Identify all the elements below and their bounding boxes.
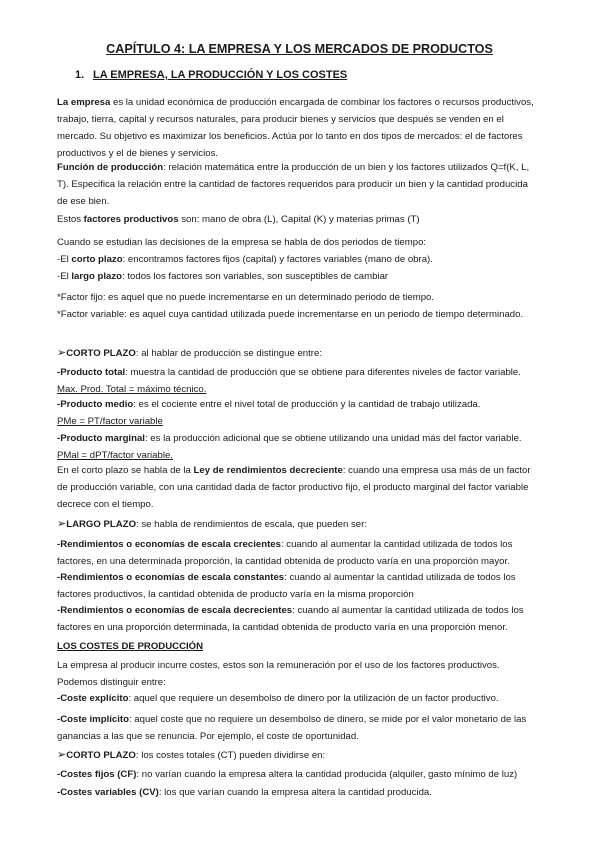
term: CORTO PLAZO — [66, 750, 136, 761]
arrow-icon: ➢ — [57, 749, 67, 761]
text: -El — [57, 271, 72, 282]
paragraph-rendimientos-constantes — [57, 569, 537, 603]
text: : al hablar de producción se distingue entre: — [135, 348, 323, 359]
term: Función de producción — [57, 162, 164, 173]
paragraph-producto-medio — [57, 396, 537, 430]
text: : cuando al aumentar la cantidad utilizada de todos los factores, en una determinada proporción, la cantidad obtenida de producto varía en una proporción mayor. — [57, 539, 513, 567]
term: largo plazo — [71, 271, 123, 282]
text: : es la producción adicional que se obtiene utilizando una unidad más del factor variable. — [144, 433, 522, 444]
text: : cuando al aumentar la cantidad utilizada de todos los factores productivos, la cantidad obtenida de producto varía en la misma proporción — [57, 572, 516, 600]
section-heading — [75, 69, 347, 81]
term: CORTO PLAZO — [66, 348, 136, 359]
text: : encontramos factores fijos (capital) y factores variables (mano de obra). — [122, 254, 433, 265]
term: LARGO PLAZO — [66, 519, 137, 530]
paragraph-coste-explicito — [57, 690, 537, 707]
paragraph-periodos — [57, 234, 537, 285]
term: -Coste implícito — [57, 714, 129, 725]
text: -El — [57, 254, 72, 265]
paragraph-rendimientos-decrecientes — [57, 602, 537, 636]
chapter-title: CAPÍTULO 4: LA EMPRESA Y LOS MERCADOS DE PRODUCTOS — [106, 42, 493, 56]
corto-plazo-heading — [57, 345, 537, 362]
term: -Rendimientos o economías de escala decrecientes — [57, 605, 293, 616]
text: : no varían cuando la empresa altera la cantidad producida (alquiler, gasto mínimo de luz) — [136, 769, 518, 780]
paragraph-producto-total — [57, 364, 537, 398]
term: -Rendimientos o economías de escala crecientes — [57, 539, 281, 550]
text: : cuando una empresa usa más de un factor de producción variable, con una cantidad dada de factor productivo fijo, el producto marginal del factor variable decrece con el tiempo. — [57, 465, 531, 510]
term: -Rendimientos o economías de escala constantes — [57, 572, 285, 583]
text: : se habla de rendimientos de escala, que pueden ser: — [136, 519, 367, 530]
formula: Max. Prod. Total = máximo técnico. — [57, 384, 207, 395]
paragraph-costes-variables — [57, 784, 537, 801]
term: -Producto medio — [57, 399, 134, 410]
nota-factor-variable: *Factor variable: es aquel cuya cantidad utilizada puede incrementarse en un periodo de tiempo determinado. — [57, 309, 524, 320]
paragraph-producto-marginal — [57, 430, 537, 464]
costes-heading: LOS COSTES DE PRODUCCIÓN — [57, 641, 204, 652]
periodos-intro: Cuando se estudian las decisiones de la empresa se habla de dos periodos de tiempo: — [57, 237, 427, 248]
paragraph-text: Estos — [57, 214, 84, 225]
text: : los costes totales (CT) pueden dividirse en: — [135, 750, 326, 761]
formula: PMal = dPT/factor variable. — [57, 450, 173, 461]
paragraph-rendimientos-crecientes — [57, 536, 537, 570]
paragraph-text: es la unidad económica de producción encargada de combinar los factores o recursos productivos, trabajo, tierra, capital y recursos naturales, para producir bienes y servicios que después se venden en el mercado. Su objetivo es maximizar los beneficios. Actúa por lo tanto en dos tipos de mercados: el de factores productivos y el de bienes y servicios. — [57, 97, 534, 159]
paragraph-funcion-produccion — [57, 159, 537, 210]
costes-corto-plazo-heading — [57, 747, 537, 764]
term: corto plazo — [71, 254, 123, 265]
periodo-largo — [57, 268, 537, 285]
term: -Coste explícito — [57, 693, 129, 704]
text: : cuando al aumentar la cantidad utilizada de todos los factores en una proporción determinada, la cantidad obtenida de producto varía en una proporción menor. — [57, 605, 524, 633]
paragraph-costes-fijos — [57, 766, 537, 783]
term: -Costes fijos (CF) — [57, 769, 137, 780]
text: : es el cociente entre el nivel total de producción y la cantidad de trabajo utilizada. — [133, 399, 481, 410]
paragraph-empresa — [57, 94, 537, 162]
text: : los que varían cuando la empresa altera la cantidad producida. — [158, 787, 432, 798]
paragraph-text: : relación matemática entre la producción de un bien y los factores utilizados Q=f(K, L, T). Especifica la relación entre la cantidad de factores requeridos para producir un bien y la cantidad producida de ese bien. — [57, 162, 530, 207]
term: La empresa — [57, 97, 111, 108]
paragraph-coste-implicito — [57, 711, 537, 745]
term: Ley de rendimientos decreciente — [193, 465, 343, 476]
paragraph-factores — [57, 211, 537, 228]
section-heading-text: LA EMPRESA, LA PRODUCCIÓN Y LOS COSTES — [93, 69, 348, 81]
paragraph-notas — [57, 289, 537, 323]
text: : aquel que requiere un desembolso de dinero por la utilización de un factor productivo. — [128, 693, 499, 704]
paragraph-costes-intro: La empresa al producir incurre costes, estos son la remuneración por el uso de los factores productivos. Podemos distinguir entre: — [57, 660, 500, 688]
periodo-corto — [57, 251, 537, 268]
arrow-icon: ➢ — [57, 518, 67, 530]
term: -Producto total — [57, 367, 126, 378]
paragraph-text: son: mano de obra (L), Capital (K) y materias primas (T) — [178, 214, 420, 225]
text: : todos los factores son variables, son susceptibles de cambiar — [122, 271, 389, 282]
text: : muestra la cantidad de producción que se obtiene para diferentes niveles de factor variable. — [125, 367, 521, 378]
text: : aquel coste que no requiere un desembolso de dinero, se mide por el valor monetario de las ganancias a las que se renuncia. Por ejemplo, el coste de oportunidad. — [57, 714, 527, 742]
section-number: 1. — [75, 69, 85, 81]
text: En el corto plazo se habla de la — [57, 465, 194, 476]
largo-plazo-heading — [57, 516, 537, 533]
term: -Costes variables (CV) — [57, 787, 159, 798]
term: factores productivos — [83, 214, 179, 225]
term: -Producto marginal — [57, 433, 145, 444]
formula: PMe = PT/factor variable — [57, 416, 163, 427]
paragraph-ley-rendimientos — [57, 462, 537, 513]
nota-factor-fijo: *Factor fijo: es aquel que no puede incrementarse en un determinado periodo de tiempo. — [57, 292, 435, 303]
arrow-icon: ➢ — [57, 347, 67, 359]
